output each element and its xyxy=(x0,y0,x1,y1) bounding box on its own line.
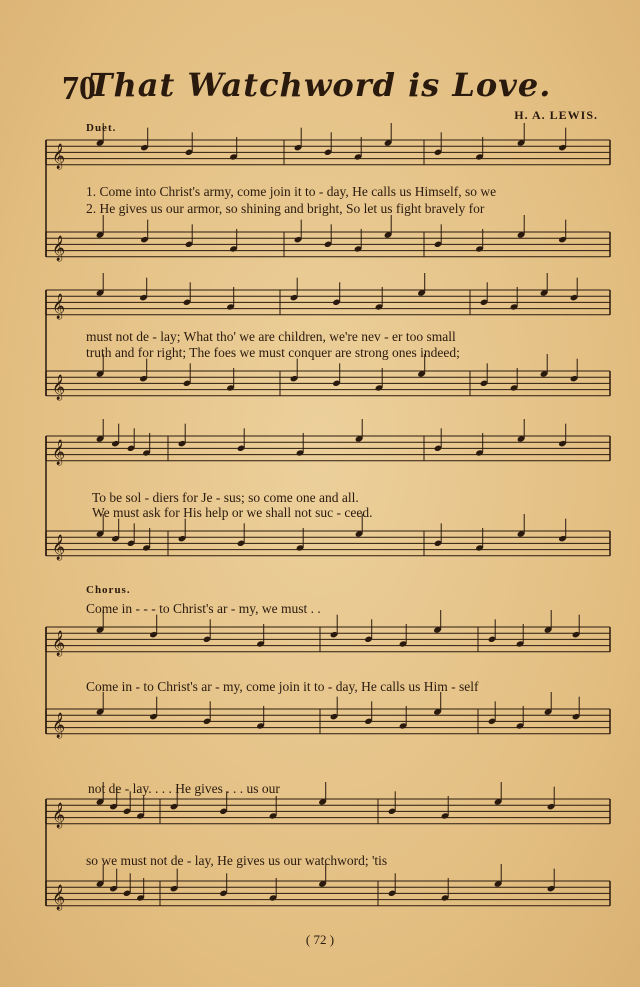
treble-staff-3-clef: 𝄞 xyxy=(52,439,66,465)
bass-staff-1-clef: 𝄞 xyxy=(52,235,66,261)
page-number: ( 72 ) xyxy=(305,932,335,947)
composer-credit: H. A. LEWIS. xyxy=(514,108,598,122)
chorus-upper-system-5: not de - lay. . . . He gives . . . us our xyxy=(88,781,280,796)
bass-staff-4-clef: 𝄞 xyxy=(52,712,66,738)
bass-staff-5-clef: 𝄞 xyxy=(52,884,66,910)
bass-staff-3-clef: 𝄞 xyxy=(52,534,66,560)
chorus-marking: Chorus. xyxy=(86,584,131,596)
verse-1-system-1: 1. Come into Christ's army, come join it to - day, He calls us Himself, so we xyxy=(86,184,497,199)
chorus-upper-system-4: Come in - - - to Christ's ar - my, we must . . xyxy=(86,601,321,616)
treble-staff-2-clef: 𝄞 xyxy=(52,293,66,319)
treble-staff-4-clef: 𝄞 xyxy=(52,630,66,656)
hymn-number: 70 xyxy=(62,70,96,107)
bass-staff-2-clef: 𝄞 xyxy=(52,374,66,400)
verse-1-system-3: To be sol - diers for Je - sus; so come one and all. xyxy=(92,490,359,505)
verse-1-system-2: must not de - lay; What tho' we are children, we're nev - er too small xyxy=(86,329,456,344)
chorus-lower-system-4: Come in - to Christ's ar - my, come join it to - day, He calls us Him - self xyxy=(86,679,479,694)
treble-staff-1-clef: 𝄞 xyxy=(52,143,66,169)
chorus-lower-system-5: so we must not de - lay, He gives us our watchword; 'tis xyxy=(86,853,388,868)
duet-marking: Duet. xyxy=(86,122,117,134)
verse-2-system-2: truth and for right; The foes we must conquer are strong ones indeed; xyxy=(86,345,460,360)
verse-2-system-1: 2. He gives us our armor, so shining and bright, So let us fight bravely for xyxy=(86,201,485,216)
treble-staff-5-clef: 𝄞 xyxy=(52,802,66,828)
verse-2-system-3: We must ask for His help or we shall not suc - ceed. xyxy=(92,505,373,520)
hymn-title: That Watchword is Love. xyxy=(88,66,552,104)
